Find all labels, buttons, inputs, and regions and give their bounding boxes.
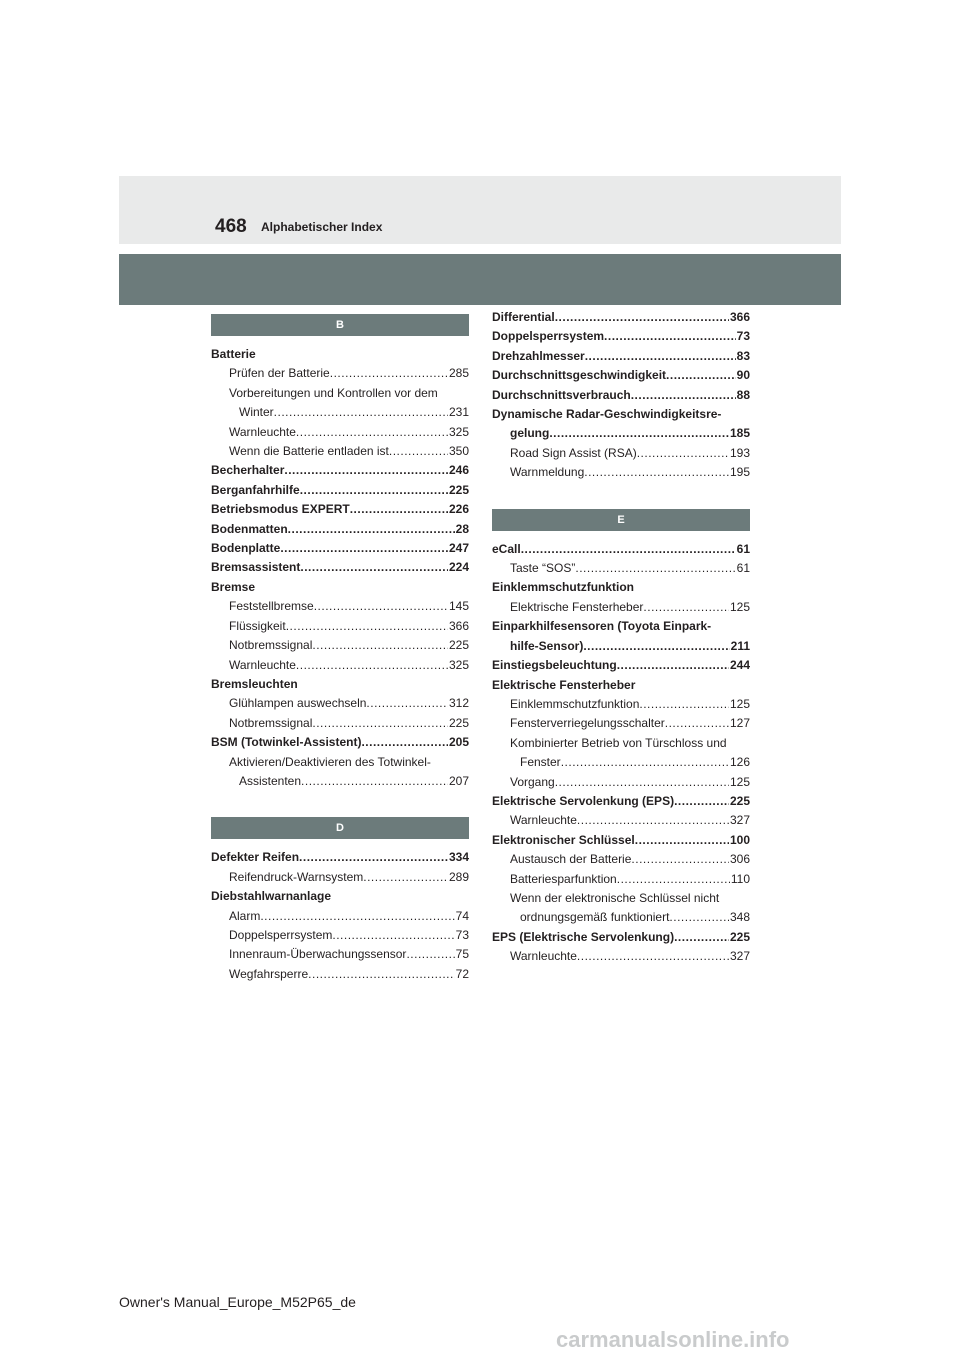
section-gap	[211, 791, 469, 817]
dot-leader	[361, 733, 448, 752]
index-subentry	[211, 965, 469, 984]
entry-label: Vorgang	[510, 774, 555, 789]
index-subentry	[211, 656, 469, 675]
dot-leader	[312, 636, 448, 655]
entry-label: Warnleuchte	[510, 813, 577, 828]
dot-leader	[350, 500, 448, 519]
entry-label: Becherhalter	[211, 463, 285, 478]
entry-page-number: 366	[448, 618, 469, 633]
dot-leader	[577, 947, 729, 966]
entry-label: Prüfen der Batterie	[229, 366, 330, 381]
entry-label: Berganfahrhilfe	[211, 482, 300, 497]
letter-heading-b: B	[211, 314, 469, 336]
entry-page-number: 285	[448, 366, 469, 381]
dot-leader	[631, 386, 736, 405]
entry-label: Elektrische Fensterheber	[510, 599, 644, 614]
entry-label: hilfe-Sensor)	[510, 638, 584, 653]
entry-label: Fenster	[520, 755, 561, 770]
entry-page-number: 74	[455, 908, 469, 923]
dot-leader	[363, 868, 448, 887]
dot-leader	[296, 656, 448, 675]
index-subentry	[211, 926, 469, 945]
index-entry	[492, 540, 750, 559]
entry-page-number: 28	[455, 521, 469, 536]
index-subentry	[492, 811, 750, 830]
entry-label: Wegfahrsperre	[229, 966, 309, 981]
index-entry	[211, 500, 469, 519]
entries-d-right	[492, 308, 750, 483]
entries-d-left	[211, 848, 469, 984]
dot-leader	[286, 617, 448, 636]
index-entry	[492, 792, 750, 811]
index-entry	[211, 520, 469, 539]
entries-e	[492, 540, 750, 967]
dot-leader	[549, 424, 729, 443]
index-entry	[211, 848, 469, 867]
index-entry	[492, 831, 750, 850]
dot-leader	[330, 364, 448, 383]
entry-page-number: 127	[729, 716, 750, 731]
entry-page-number: 334	[448, 850, 469, 865]
watermark: carmanualsonline.info	[556, 1327, 790, 1352]
index-subentry	[492, 773, 750, 792]
entry-label: Elektronischer Schlüssel	[492, 832, 635, 847]
index-entry	[492, 386, 750, 405]
entry-label: Bodenmatten	[211, 521, 288, 536]
entry-label: Notbremssignal	[229, 638, 313, 653]
dot-leader	[314, 597, 448, 616]
index-subentry	[492, 598, 750, 617]
entry-label: Differential	[492, 310, 555, 324]
letter-heading-e: E	[492, 509, 750, 531]
entry-label: Austausch der Batterie	[510, 852, 632, 867]
dot-leader	[521, 540, 736, 559]
entry-page-number: 61	[736, 561, 750, 576]
entry-page-number: 327	[729, 949, 750, 964]
index-entry	[211, 558, 469, 577]
index-subentry	[211, 423, 469, 442]
dot-leader	[280, 539, 448, 558]
entry-page-number: 110	[730, 871, 750, 886]
entry-page-number: 325	[448, 657, 469, 672]
dot-leader	[674, 928, 729, 947]
entry-label: Elektrische Servolenkung (EPS)	[492, 793, 675, 808]
entry-page-number: 125	[729, 774, 750, 789]
entry-page-number: 225	[448, 715, 469, 730]
entry-label: Road Sign Assist (RSA)	[510, 445, 637, 460]
index-entry	[492, 308, 750, 327]
entry-page-number: 126	[729, 755, 750, 770]
dot-leader	[583, 637, 729, 656]
entry-label: Flüssigkeit	[229, 618, 286, 633]
dot-leader	[604, 327, 736, 346]
index-heading: Dynamische Radar-Geschwindigkeitsre-	[492, 407, 722, 422]
entry-page-number: 100	[729, 832, 750, 847]
section-gap	[492, 483, 750, 509]
dot-leader	[643, 598, 729, 617]
index-subentry	[211, 636, 469, 655]
dot-leader	[312, 714, 448, 733]
index-subentry	[492, 695, 750, 714]
dot-leader	[617, 870, 730, 889]
index-entry	[492, 347, 750, 366]
index-entry	[211, 733, 469, 752]
entry-label: Wenn die Batterie entladen ist	[229, 444, 389, 459]
index-subentry	[492, 463, 750, 482]
entry-page-number: 366	[729, 310, 750, 324]
index-entry	[492, 656, 750, 675]
entry-label: Winter	[239, 405, 274, 420]
entry-page-number: 289	[448, 869, 469, 884]
entry-page-number: 306	[729, 852, 750, 867]
dot-leader	[274, 403, 448, 422]
dot-leader	[584, 463, 729, 482]
entry-page-number: 348	[729, 910, 750, 925]
entry-label: Warnleuchte	[229, 424, 296, 439]
entry-label: Notbremssignal	[229, 715, 313, 730]
dot-leader	[389, 442, 448, 461]
title-bar	[119, 254, 841, 305]
entry-label: Doppelsperrsystem	[229, 927, 333, 942]
entry-page-number: 224	[448, 560, 469, 575]
entry-page-number: 325	[448, 424, 469, 439]
entry-page-number: 83	[736, 348, 750, 363]
entry-label: BSM (Totwinkel-Assistent)	[211, 735, 362, 750]
entry-page-number: 73	[736, 329, 750, 344]
index-subentry	[211, 597, 469, 616]
dot-leader	[300, 558, 448, 577]
entry-page-number: 225	[448, 482, 469, 497]
entry-label: Innenraum-Überwachungssensor	[229, 947, 407, 962]
dot-leader	[299, 848, 448, 867]
index-entry	[492, 366, 750, 385]
dot-leader	[561, 753, 729, 772]
index-subentry	[211, 907, 469, 926]
entry-label: Bodenplatte	[211, 541, 281, 556]
index-heading: Bremsleuchten	[211, 676, 298, 691]
index-subentry-text: Kombinierter Betrieb von Türschloss und	[510, 735, 727, 750]
index-heading: Bremse	[211, 579, 256, 594]
dot-leader	[575, 559, 735, 578]
entry-page-number: 247	[448, 541, 469, 556]
entry-label: EPS (Elektrische Servolenkung)	[492, 929, 675, 944]
index-subentry	[492, 870, 750, 889]
entry-page-number: 193	[729, 445, 750, 460]
dot-leader	[585, 347, 736, 366]
index-subentry	[492, 850, 750, 869]
index-entry	[492, 424, 750, 443]
dot-leader	[637, 444, 729, 463]
index-subentry	[211, 442, 469, 461]
entry-label: Einstiegsbeleuchtung	[492, 658, 617, 673]
entry-page-number: 90	[736, 368, 750, 383]
letter-heading-d: D	[211, 817, 469, 839]
index-entry	[492, 637, 750, 656]
entry-label: Warnmeldung	[510, 465, 585, 480]
index-entry	[211, 539, 469, 558]
entry-page-number: 61	[736, 541, 750, 556]
entry-label: Alarm	[229, 908, 261, 923]
entry-label: Betriebsmodus EXPERT	[211, 502, 350, 517]
entry-label: Fensterverriegelungsschalter	[510, 716, 665, 731]
index-heading: Einklemmschutzfunktion	[492, 580, 635, 595]
index-subentry-text: Wenn der elektronische Schlüssel nicht	[510, 890, 720, 905]
dot-leader	[639, 695, 729, 714]
index-column-left	[211, 314, 469, 984]
index-heading: Batterie	[211, 347, 256, 361]
entry-label: Warnleuchte	[510, 949, 577, 964]
entry-label: Doppelsperrsystem	[492, 329, 605, 344]
dot-leader	[665, 714, 729, 733]
index-subentry	[211, 868, 469, 887]
index-subentry	[211, 364, 469, 383]
entry-page-number: 244	[729, 658, 750, 673]
entry-page-number: 246	[448, 463, 469, 478]
entry-label: Defekter Reifen	[211, 850, 300, 865]
entry-page-number: 88	[736, 387, 750, 402]
dot-leader	[296, 423, 448, 442]
dot-leader	[555, 308, 729, 327]
index-subentry	[492, 714, 750, 733]
dot-leader	[260, 907, 454, 926]
entry-page-number: 145	[448, 599, 469, 614]
dot-leader	[332, 926, 454, 945]
index-column-right	[492, 308, 750, 967]
entry-page-number: 72	[455, 966, 469, 981]
entry-label: Feststellbremse	[229, 599, 314, 614]
dot-leader	[617, 656, 729, 675]
entry-page-number: 195	[729, 465, 750, 480]
entry-page-number: 350	[448, 444, 469, 459]
entry-label: Batteriesparfunktion	[510, 871, 617, 886]
entry-page-number: 225	[729, 929, 750, 944]
entry-page-number: 225	[729, 793, 750, 808]
entry-label: Assistenten	[239, 773, 302, 788]
entry-page-number: 125	[729, 696, 750, 711]
entry-label: Einklemmschutzfunktion	[510, 696, 640, 711]
dot-leader	[300, 481, 448, 500]
index-heading: Einparkhilfesensoren (Toyota Einpark-	[492, 619, 712, 634]
index-subentry	[211, 714, 469, 733]
section-title: Alphabetischer Index	[261, 220, 383, 234]
entry-page-number: 205	[448, 735, 469, 750]
index-subentry	[492, 444, 750, 463]
dot-leader	[555, 773, 729, 792]
dot-leader	[669, 908, 729, 927]
entry-label: ordnungsgemäß funktioniert	[520, 910, 670, 925]
entry-label: Bremsassistent	[211, 560, 301, 575]
dot-leader	[631, 850, 729, 869]
index-subentry	[211, 694, 469, 713]
entry-label: Glühlampen auswechseln	[229, 696, 367, 711]
dot-leader	[284, 461, 448, 480]
index-heading: Diebstahlwarnanlage	[211, 889, 332, 904]
entry-page-number: 225	[448, 638, 469, 653]
entry-label: eCall	[492, 541, 521, 556]
index-subentry	[211, 772, 469, 791]
entry-label: Warnleuchte	[229, 657, 296, 672]
entry-page-number: 231	[448, 405, 469, 420]
index-entry	[211, 461, 469, 480]
index-subentry	[492, 908, 750, 927]
entry-label: gelung	[510, 426, 550, 441]
entry-label: Taste “SOS”	[510, 561, 576, 576]
entry-page-number: 226	[448, 502, 469, 517]
entry-page-number: 211	[730, 638, 750, 653]
index-subentry	[492, 559, 750, 578]
dot-leader	[366, 694, 448, 713]
entry-page-number: 207	[448, 773, 469, 788]
dot-leader	[406, 945, 454, 964]
dot-leader	[308, 965, 454, 984]
index-entry	[492, 928, 750, 947]
entry-page-number: 75	[455, 947, 469, 962]
page-number: 468	[215, 216, 247, 237]
index-subentry	[211, 617, 469, 636]
dot-leader	[635, 831, 729, 850]
entry-label: Drehzahlmesser	[492, 348, 585, 363]
dot-leader	[666, 366, 736, 385]
entry-label: Durchschnittsgeschwindigkeit	[492, 368, 667, 383]
index-subentry	[211, 945, 469, 964]
entry-page-number: 327	[729, 813, 750, 828]
dot-leader	[288, 520, 455, 539]
index-subentry	[492, 753, 750, 772]
entry-page-number: 125	[729, 599, 750, 614]
index-subentry-text: Aktivieren/Deaktivieren des Totwinkel-	[229, 754, 431, 769]
entry-label: Reifendruck-Warnsystem	[229, 869, 364, 884]
index-entry	[211, 481, 469, 500]
footer-doc-id: Owner's Manual_Europe_M52P65_de	[119, 1294, 356, 1310]
dot-leader	[301, 772, 448, 791]
index-heading: Elektrische Fensterheber	[492, 677, 636, 692]
dot-leader	[674, 792, 729, 811]
entries-b	[211, 345, 469, 791]
index-subentry	[492, 947, 750, 966]
entry-label: Durchschnittsverbrauch	[492, 387, 631, 402]
entry-page-number: 185	[729, 426, 750, 441]
entry-page-number: 312	[448, 696, 469, 711]
entry-page-number: 73	[455, 927, 469, 942]
index-subentry	[211, 403, 469, 422]
dot-leader	[577, 811, 729, 830]
index-entry	[492, 327, 750, 346]
index-subentry-text: Vorbereitungen und Kontrollen vor dem	[229, 385, 438, 400]
